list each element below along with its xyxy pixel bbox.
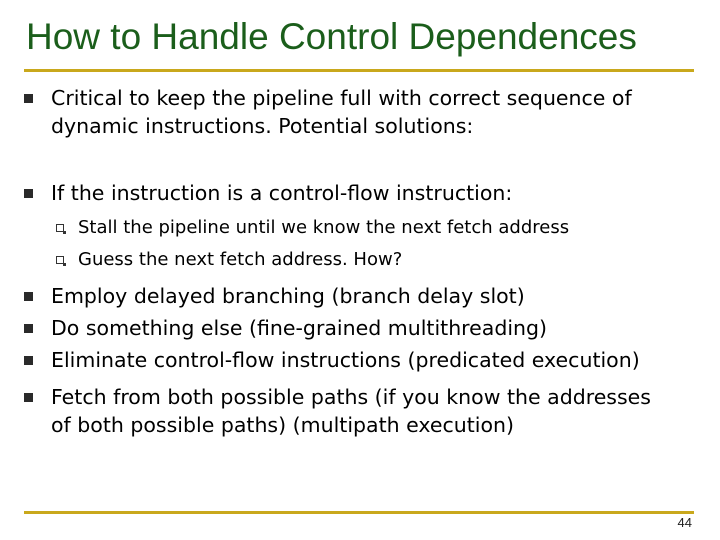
bullet-text: Employ delayed branching (branch delay slot) <box>51 284 525 308</box>
bullet-text: Do something else (fine-grained multithreading) <box>51 316 548 340</box>
bullet-marker <box>24 94 33 103</box>
sub-bullet-text: Stall the pipeline until we know the next fetch address <box>78 217 570 238</box>
sub-bullet-text: Guess the next fetch address. How? <box>78 249 403 270</box>
footer-divider <box>24 511 694 514</box>
bullet-marker <box>24 324 33 333</box>
bullet-text: Critical to keep the pipeline full with correct sequence of <box>51 86 632 110</box>
sub-bullet-marker <box>56 256 64 264</box>
slide-title: How to Handle Control Dependences <box>26 16 637 57</box>
bullet-text: Eliminate control-flow instructions (predicated execution) <box>51 348 640 372</box>
title-divider <box>24 69 694 72</box>
bullet-text: If the instruction is a control-flow instruction: <box>51 181 513 205</box>
bullet-text: of both possible paths) (multipath execution) <box>51 413 515 437</box>
page-number: 44 <box>677 515 692 530</box>
sub-bullet-marker <box>56 224 64 232</box>
bullet-marker <box>24 393 33 402</box>
bullet-marker <box>24 292 33 301</box>
bullet-marker <box>24 189 33 198</box>
bullet-text: dynamic instructions. Potential solutions: <box>51 114 474 138</box>
bullet-marker <box>24 356 33 365</box>
bullet-text: Fetch from both possible paths (if you know the addresses <box>51 385 651 409</box>
